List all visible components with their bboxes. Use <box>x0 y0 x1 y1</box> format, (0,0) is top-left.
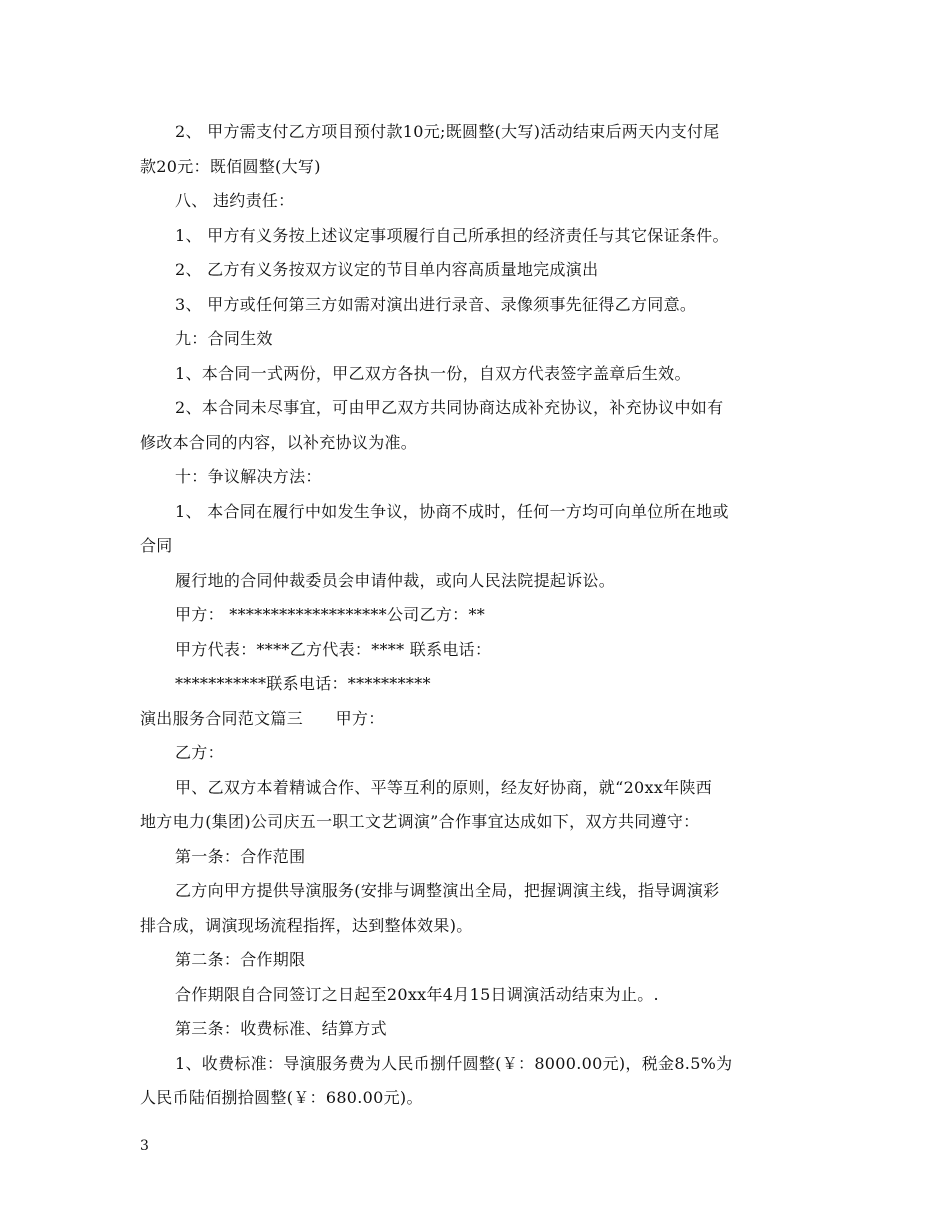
text-line: 甲方： *******************公司乙方：** <box>175 605 486 624</box>
text-line: 第三条：收费标准、结算方式 <box>175 1019 387 1038</box>
text-line: 合同 <box>140 536 173 555</box>
text-line: 演出服务合同范文篇三 甲方： <box>140 708 385 728</box>
text-line: 2、 乙方有义务按双方议定的节目单内容高质量地完成演出 <box>175 260 599 279</box>
text-line: 地方电力(集团)公司庆五一职工文艺调演”合作事宜达成如下，双方共同遵守： <box>140 812 700 831</box>
text-line: 1、收费标准：导演服务费为人民币捌仟圆整(￥：8000.00元)，税金8.5%为 <box>175 1053 733 1073</box>
text-line: 1、 甲方有义务按上述议定事项履行自己所承担的经济责任与其它保证条件。 <box>175 225 729 245</box>
text-line: 排合成，调演现场流程指挥，达到整体效果)。 <box>140 915 473 935</box>
text-line: 2、 甲方需支付乙方项目预付款10元;既圆整(大写)活动结束后两天内支付尾 <box>175 122 720 141</box>
text-line: 履行地的合同仲裁委员会申请仲裁，或向人民法院提起诉讼。 <box>175 570 616 590</box>
text-line: 2、本合同未尽事宜，可由甲乙双方共同协商达成补充协议，补充协议中如有 <box>175 398 724 417</box>
text-line: 合作期限自合同签订之日起至20xx年4月15日调演活动结束为止。. <box>175 984 659 1004</box>
text-line: ***********联系电话：********** <box>175 674 431 693</box>
text-line: 人民币陆佰捌拾圆整(￥：680.00元)。 <box>140 1088 423 1107</box>
text-line: 3、 甲方或任何第三方如需对演出进行录音、录像须事先征得乙方同意。 <box>175 294 697 314</box>
text-line: 乙方向甲方提供导演服务(安排与调整演出全局，把握调演主线，指导调演彩 <box>175 881 720 900</box>
document-body <box>140 115 820 1116</box>
text-line: 第一条：合作范围 <box>175 846 306 866</box>
text-line: 甲方代表：****乙方代表：**** 联系电话： <box>175 639 492 659</box>
text-line: 九：合同生效 <box>175 329 273 348</box>
text-line: 甲、乙双方本着精诚合作、平等互利的原则，经友好协商，就“20xx年陕西 <box>175 777 713 797</box>
text-line: 乙方： <box>175 743 224 762</box>
text-line: 1、本合同一式两份，甲乙双方各执一份，自双方代表签字盖章后生效。 <box>175 363 691 383</box>
text-line: 第二条：合作期限 <box>175 950 306 969</box>
page-number: 3 <box>140 1138 149 1154</box>
text-line: 1、 本合同在履行中如发生争议，协商不成时，任何一方均可向单位所在地或 <box>175 501 729 521</box>
text-line: 十：争议解决方法： <box>175 467 322 486</box>
text-line: 八、 违约责任： <box>175 191 295 210</box>
text-line: 款20元：既佰圆整(大写) <box>140 156 321 176</box>
text-line: 修改本合同的内容，以补充协议为准。 <box>140 432 418 452</box>
